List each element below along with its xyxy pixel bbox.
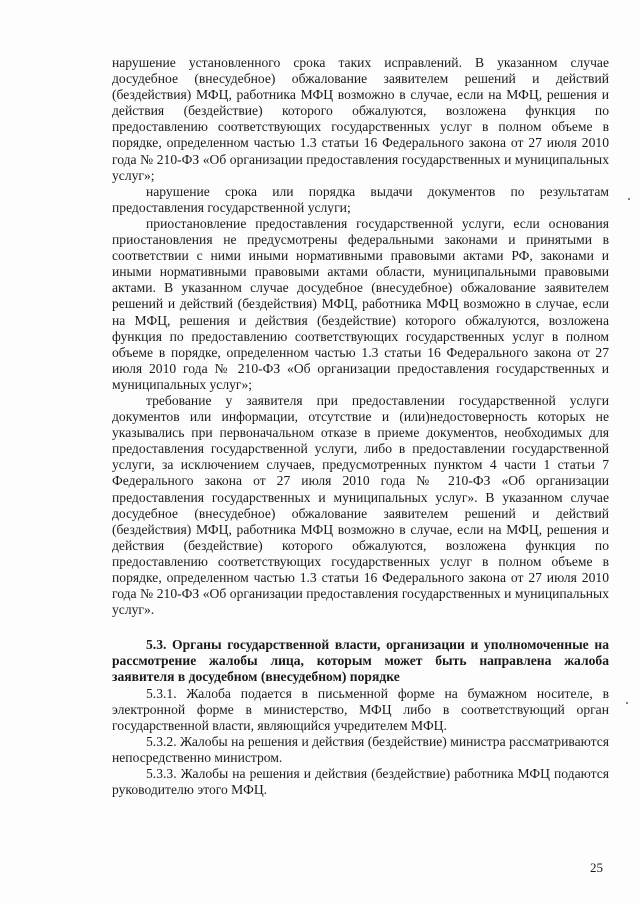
scan-speck [628, 198, 630, 200]
paragraph-5-3-3: 5.3.3. Жалобы на решения и действия (бездействие) работника МФЦ подаются руководителю этого МФЦ. [112, 766, 609, 798]
paragraph-5-3-1: 5.3.1. Жалоба подается в письменной форме на бумажном носителе, в электронной форме в министерство, МФЦ либо в соответствующий орган государственной власти, являющийся учредителем МФЦ. [112, 685, 609, 733]
paragraph-5-3-2: 5.3.2. Жалобы на решения и действия (бездействие) министра рассматриваются непосредственно министром. [112, 733, 609, 765]
scan-speck [626, 702, 628, 704]
paragraph-suspension-of-service: приостановление предоставления государственной услуги, если основания приостановления не предусмотрены федеральными законами и принятыми в соответствии с ними иными нормативными правовыми актами РФ, законами и иными нормативными правовыми актами области, муниципальными правовыми актами. В указанном случае досудебное (внесудебное) обжалование заявителем решений и действий (бездействия) МФЦ, работника МФЦ возможно в случае, если на МФЦ, решения и действия (бездействие) которого обжалуются, возложена функция по предоставлению соответствующих государственных услуг в полном объеме в порядке, определенном частью 1.3 статьи 16 Федерального закона от 27 июля 2010 года № 210-ФЗ «Об организации предоставления государственных и муниципальных услуг»; [112, 215, 609, 392]
paragraph-violation-of-correction-deadline: нарушение установленного срока таких исправлений. В указанном случае досудебное (внесудебное) обжалование заявителем решений и действий (бездействия) МФЦ, работника МФЦ возможно в случае, если на МФЦ, решения и действия (бездействие) которого обжалуются, возложена функция по предоставлению соответствующих государственных услуг в полном объеме в порядке, определенном частью 1.3 статьи 16 Федерального закона от 27 июля 2010 года № 210-ФЗ «Об организации предоставления государственных и муниципальных услуг»; [112, 55, 609, 183]
section-heading-5-3: 5.3. Органы государственной власти, организации и уполномоченные на рассмотрение жалобы лица, которым может быть направлена жалоба заявителя в досудебном (внесудебном) порядке [112, 637, 609, 685]
page-number: 25 [590, 860, 603, 875]
paragraph-violation-of-issuance-deadline: нарушение срока или порядка выдачи документов по результатам предоставления государственной услуги; [112, 183, 609, 215]
paragraph-request-for-documents: требование у заявителя при предоставлении государственной услуги документов или информации, отсутствие и (или)недостоверность которых не указывались при первоначальном отказе в приеме документов, необходимых для предоставления государственной услуги, либо в предоставлении государственной услуги, за исключением случаев, предусмотренных пунктом 4 части 1 статьи 7 Федерального закона от 27 июля 2010 года № 210-ФЗ «Об организации предоставления государственных и муниципальных услуг». В указанном случае досудебное (внесудебное) обжалование заявителем решений и действий (бездействия) МФЦ, работника МФЦ возможно в случае, если на МФЦ, решения и действия (бездействие) которого обжалуются, возложена функция по предоставлению соответствующих государственных услуг в полном объеме в порядке, определенном частью 1.3 статьи 16 Федерального закона от 27 июля 2010 года № 210-ФЗ «Об организации предоставления государственных и муниципальных услуг». [112, 392, 609, 618]
document-body [112, 55, 609, 798]
